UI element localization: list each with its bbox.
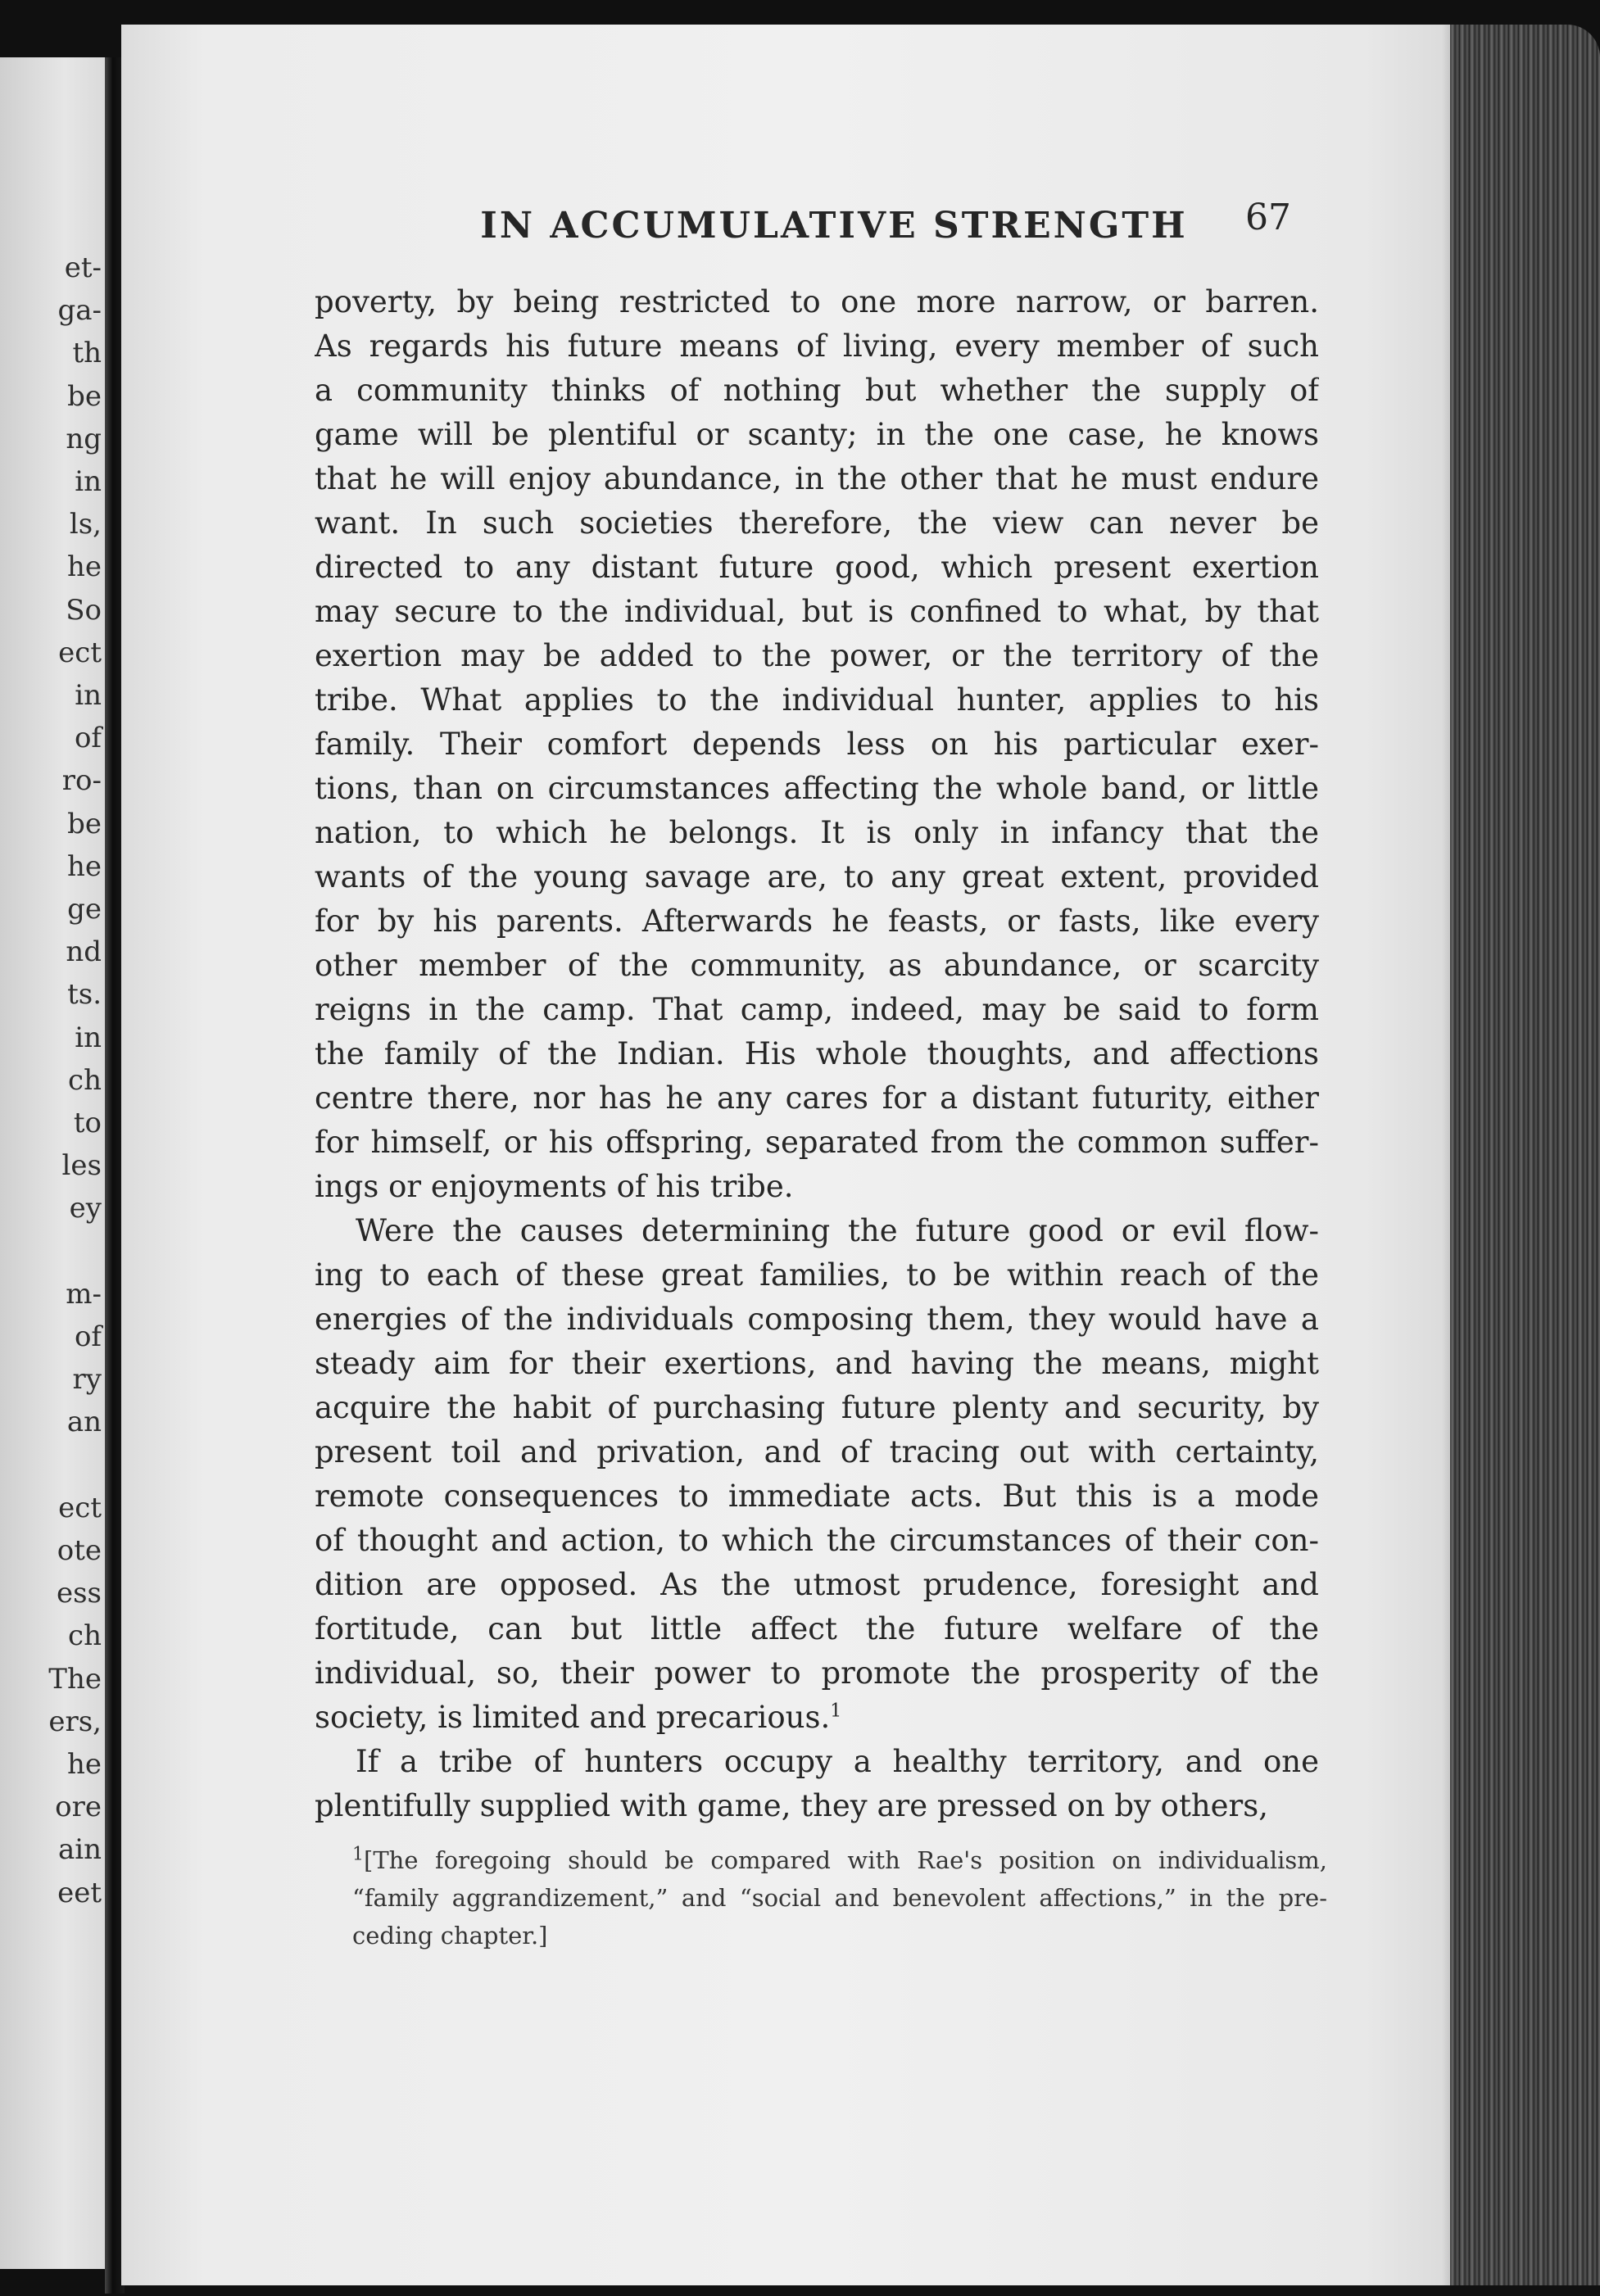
paragraph	[315, 280, 1319, 1209]
text-line	[315, 1297, 1319, 1342]
text-line	[315, 1519, 1319, 1563]
left-page-fragment: of	[74, 1320, 102, 1353]
left-page-fragment: to	[73, 1107, 102, 1139]
text-line-content: want. In such societies therefore, the view can never be	[315, 505, 1319, 541]
footnote-line	[352, 1917, 1327, 1954]
text-line-content: tribe. What applies to the individual hunter, applies to his	[315, 682, 1319, 718]
text-line	[315, 1165, 1319, 1209]
footnote-line	[352, 1879, 1327, 1917]
text-line	[315, 1784, 1319, 1828]
text-line-content: ing to each of these great families, to be within reach of the	[315, 1257, 1319, 1293]
text-line-content: nation, to which he belongs. It is only in infancy that the	[315, 815, 1319, 850]
footnote-line-content: ceding chapter.]	[352, 1922, 548, 1950]
text-line	[315, 1607, 1319, 1651]
text-line	[315, 722, 1319, 767]
text-line-content: other member of the community, as abundance, or scarcity	[315, 948, 1319, 983]
left-page-fragment: an	[66, 1406, 102, 1439]
left-page-fragment: be	[67, 807, 102, 840]
left-page-fragment: ess	[56, 1577, 102, 1610]
left-page-fragment: ge	[67, 893, 102, 926]
text-line	[315, 1342, 1319, 1386]
text-line	[315, 1696, 1319, 1740]
footnote	[352, 1841, 1327, 1954]
left-page-fragment: in	[75, 1021, 102, 1054]
text-line	[315, 546, 1319, 590]
text-line-content: If a tribe of hunters occupy a healthy territory, and one	[356, 1744, 1319, 1779]
paragraph	[315, 1740, 1319, 1828]
book-page	[121, 25, 1503, 2285]
text-line	[315, 1032, 1319, 1076]
left-page-fragment: ga-	[57, 294, 102, 328]
left-page-fragment: be	[67, 379, 102, 413]
text-line-content: Were the causes determining the future good or evil flow-	[356, 1213, 1319, 1248]
left-page-fragment: ers,	[48, 1705, 102, 1738]
text-line-content: for by his parents. Afterwards he feasts, or fasts, like every	[315, 903, 1319, 939]
text-line-content: for himself, or his offspring, separated from the common suffer-	[315, 1125, 1319, 1160]
left-page-fragment: ey	[69, 1192, 102, 1225]
text-line	[315, 1651, 1319, 1696]
left-page-fragment: in	[75, 679, 102, 712]
text-line	[315, 369, 1319, 413]
text-line-content: acquire the habit of purchasing future plenty and security, by	[315, 1390, 1319, 1425]
text-line	[315, 1253, 1319, 1297]
text-line-content: directed to any distant future good, which present exertion	[315, 550, 1319, 585]
text-line-content: of thought and action, to which the circumstances of their con-	[315, 1523, 1319, 1558]
left-page-fragment: So	[66, 593, 102, 627]
text-line-content: ings or enjoyments of his tribe.	[315, 1169, 794, 1204]
page-number: 67	[1245, 197, 1291, 238]
text-line-content: exertion may be added to the power, or the territory of the	[315, 638, 1319, 673]
text-line-content: reigns in the camp. That camp, indeed, may be said to form	[315, 992, 1319, 1027]
text-line	[315, 501, 1319, 546]
left-page-fragment: he	[66, 849, 102, 883]
left-page-fragment: m-	[66, 1277, 102, 1311]
text-line	[315, 1430, 1319, 1474]
running-head: IN ACCUMULATIVE STRENGTH	[480, 205, 1188, 247]
text-line	[315, 634, 1319, 678]
text-line-content: centre there, nor has he any cares for a distant futurity, either	[315, 1080, 1319, 1116]
text-line-content: that he will enjoy abundance, in the other that he must endure	[315, 461, 1319, 496]
left-page-fragment: ect	[58, 636, 102, 669]
text-line-content: steady aim for their exertions, and having the means, might	[315, 1346, 1319, 1381]
text-line	[315, 988, 1319, 1032]
left-page-fragment: ng	[66, 422, 102, 455]
left-page-fragment: in	[75, 465, 102, 498]
left-page-fragment: he	[66, 1748, 102, 1781]
text-line-content: plentifully supplied with game, they are pressed on by others,	[315, 1788, 1268, 1823]
left-page-fragment: les	[61, 1149, 102, 1183]
text-line-content: society, is limited and precarious.	[315, 1700, 831, 1735]
text-line-content: present toil and privation, and of tracing out with certainty,	[315, 1434, 1319, 1470]
text-line-content: tions, than on circumstances affecting the whole band, or little	[315, 771, 1319, 806]
text-line	[315, 1474, 1319, 1519]
text-line	[315, 678, 1319, 722]
text-line	[315, 899, 1319, 944]
page-edges	[1450, 25, 1600, 2285]
left-page-fragment: The	[48, 1662, 102, 1696]
left-page-fragment: ts.	[67, 978, 102, 1012]
text-line	[315, 767, 1319, 811]
left-page-fragment: ore	[55, 1791, 102, 1824]
text-line	[315, 413, 1319, 457]
left-page-fragment: ote	[57, 1534, 102, 1567]
footnote-line-content: [The foregoing should be compared with Rae's position on individualism,	[364, 1846, 1327, 1874]
text-line	[315, 1563, 1319, 1607]
left-page-fragment: ch	[68, 1063, 102, 1097]
text-line	[315, 855, 1319, 899]
text-line-content: the family of the Indian. His whole thoughts, and affections	[315, 1036, 1319, 1071]
text-line-content: As regards his future means of living, every member of such	[315, 328, 1319, 364]
text-line	[315, 1121, 1319, 1165]
text-line-content: family. Their comfort depends less on his particular exer-	[315, 727, 1319, 762]
text-line-content: a community thinks of nothing but whether the supply of	[315, 373, 1319, 408]
left-page-fragment: he	[66, 550, 102, 584]
text-line	[315, 1740, 1319, 1784]
text-line-content: poverty, by being restricted to one more narrow, or barren.	[315, 284, 1319, 319]
left-page-fragment: ect	[58, 1491, 102, 1524]
text-line	[315, 1209, 1319, 1253]
text-line-content: wants of the young savage are, to any great extent, provided	[315, 859, 1319, 894]
text-line	[315, 944, 1319, 988]
footnote-marker: 1	[830, 1700, 842, 1722]
text-line-content: remote consequences to immediate acts. But this is a mode	[315, 1479, 1319, 1514]
left-facing-page	[0, 57, 108, 2269]
text-line-content: fortitude, can but little affect the future welfare of the	[315, 1611, 1319, 1646]
left-page-fragment: ain	[57, 1833, 102, 1867]
left-page-fragment: et-	[64, 251, 102, 284]
left-page-fragment: th	[72, 337, 102, 370]
text-line-content: energies of the individuals composing them, they would have a	[315, 1302, 1319, 1337]
text-line	[315, 1076, 1319, 1121]
text-line	[315, 590, 1319, 634]
left-page-fragment: eet	[57, 1876, 102, 1909]
text-line	[315, 280, 1319, 324]
footnote-line-content: “family aggrandizement,” and “social and benevolent affections,” in the pre-	[352, 1884, 1327, 1912]
left-page-fragment: of	[74, 722, 102, 755]
body-text	[315, 280, 1319, 1828]
text-line-content: individual, so, their power to promote the prosperity of the	[315, 1655, 1319, 1691]
footnote-marker: 1	[352, 1844, 364, 1865]
text-line-content: may secure to the individual, but is confined to what, by that	[315, 594, 1319, 629]
footnote-line	[352, 1841, 1327, 1879]
text-line	[315, 1386, 1319, 1430]
left-page-fragment: ch	[68, 1619, 102, 1653]
text-line	[315, 324, 1319, 369]
text-line-content: dition are opposed. As the utmost prudence, foresight and	[315, 1567, 1319, 1602]
left-page-fragment: nd	[66, 935, 102, 969]
left-page-fragment: ls,	[69, 508, 102, 541]
paragraph	[315, 1209, 1319, 1740]
text-line	[315, 811, 1319, 855]
left-page-fragment: ro-	[61, 764, 102, 798]
left-page-fragment: ry	[72, 1363, 102, 1397]
text-line-content: game will be plentiful or scanty; in the one case, he knows	[315, 417, 1319, 452]
text-line	[315, 457, 1319, 501]
